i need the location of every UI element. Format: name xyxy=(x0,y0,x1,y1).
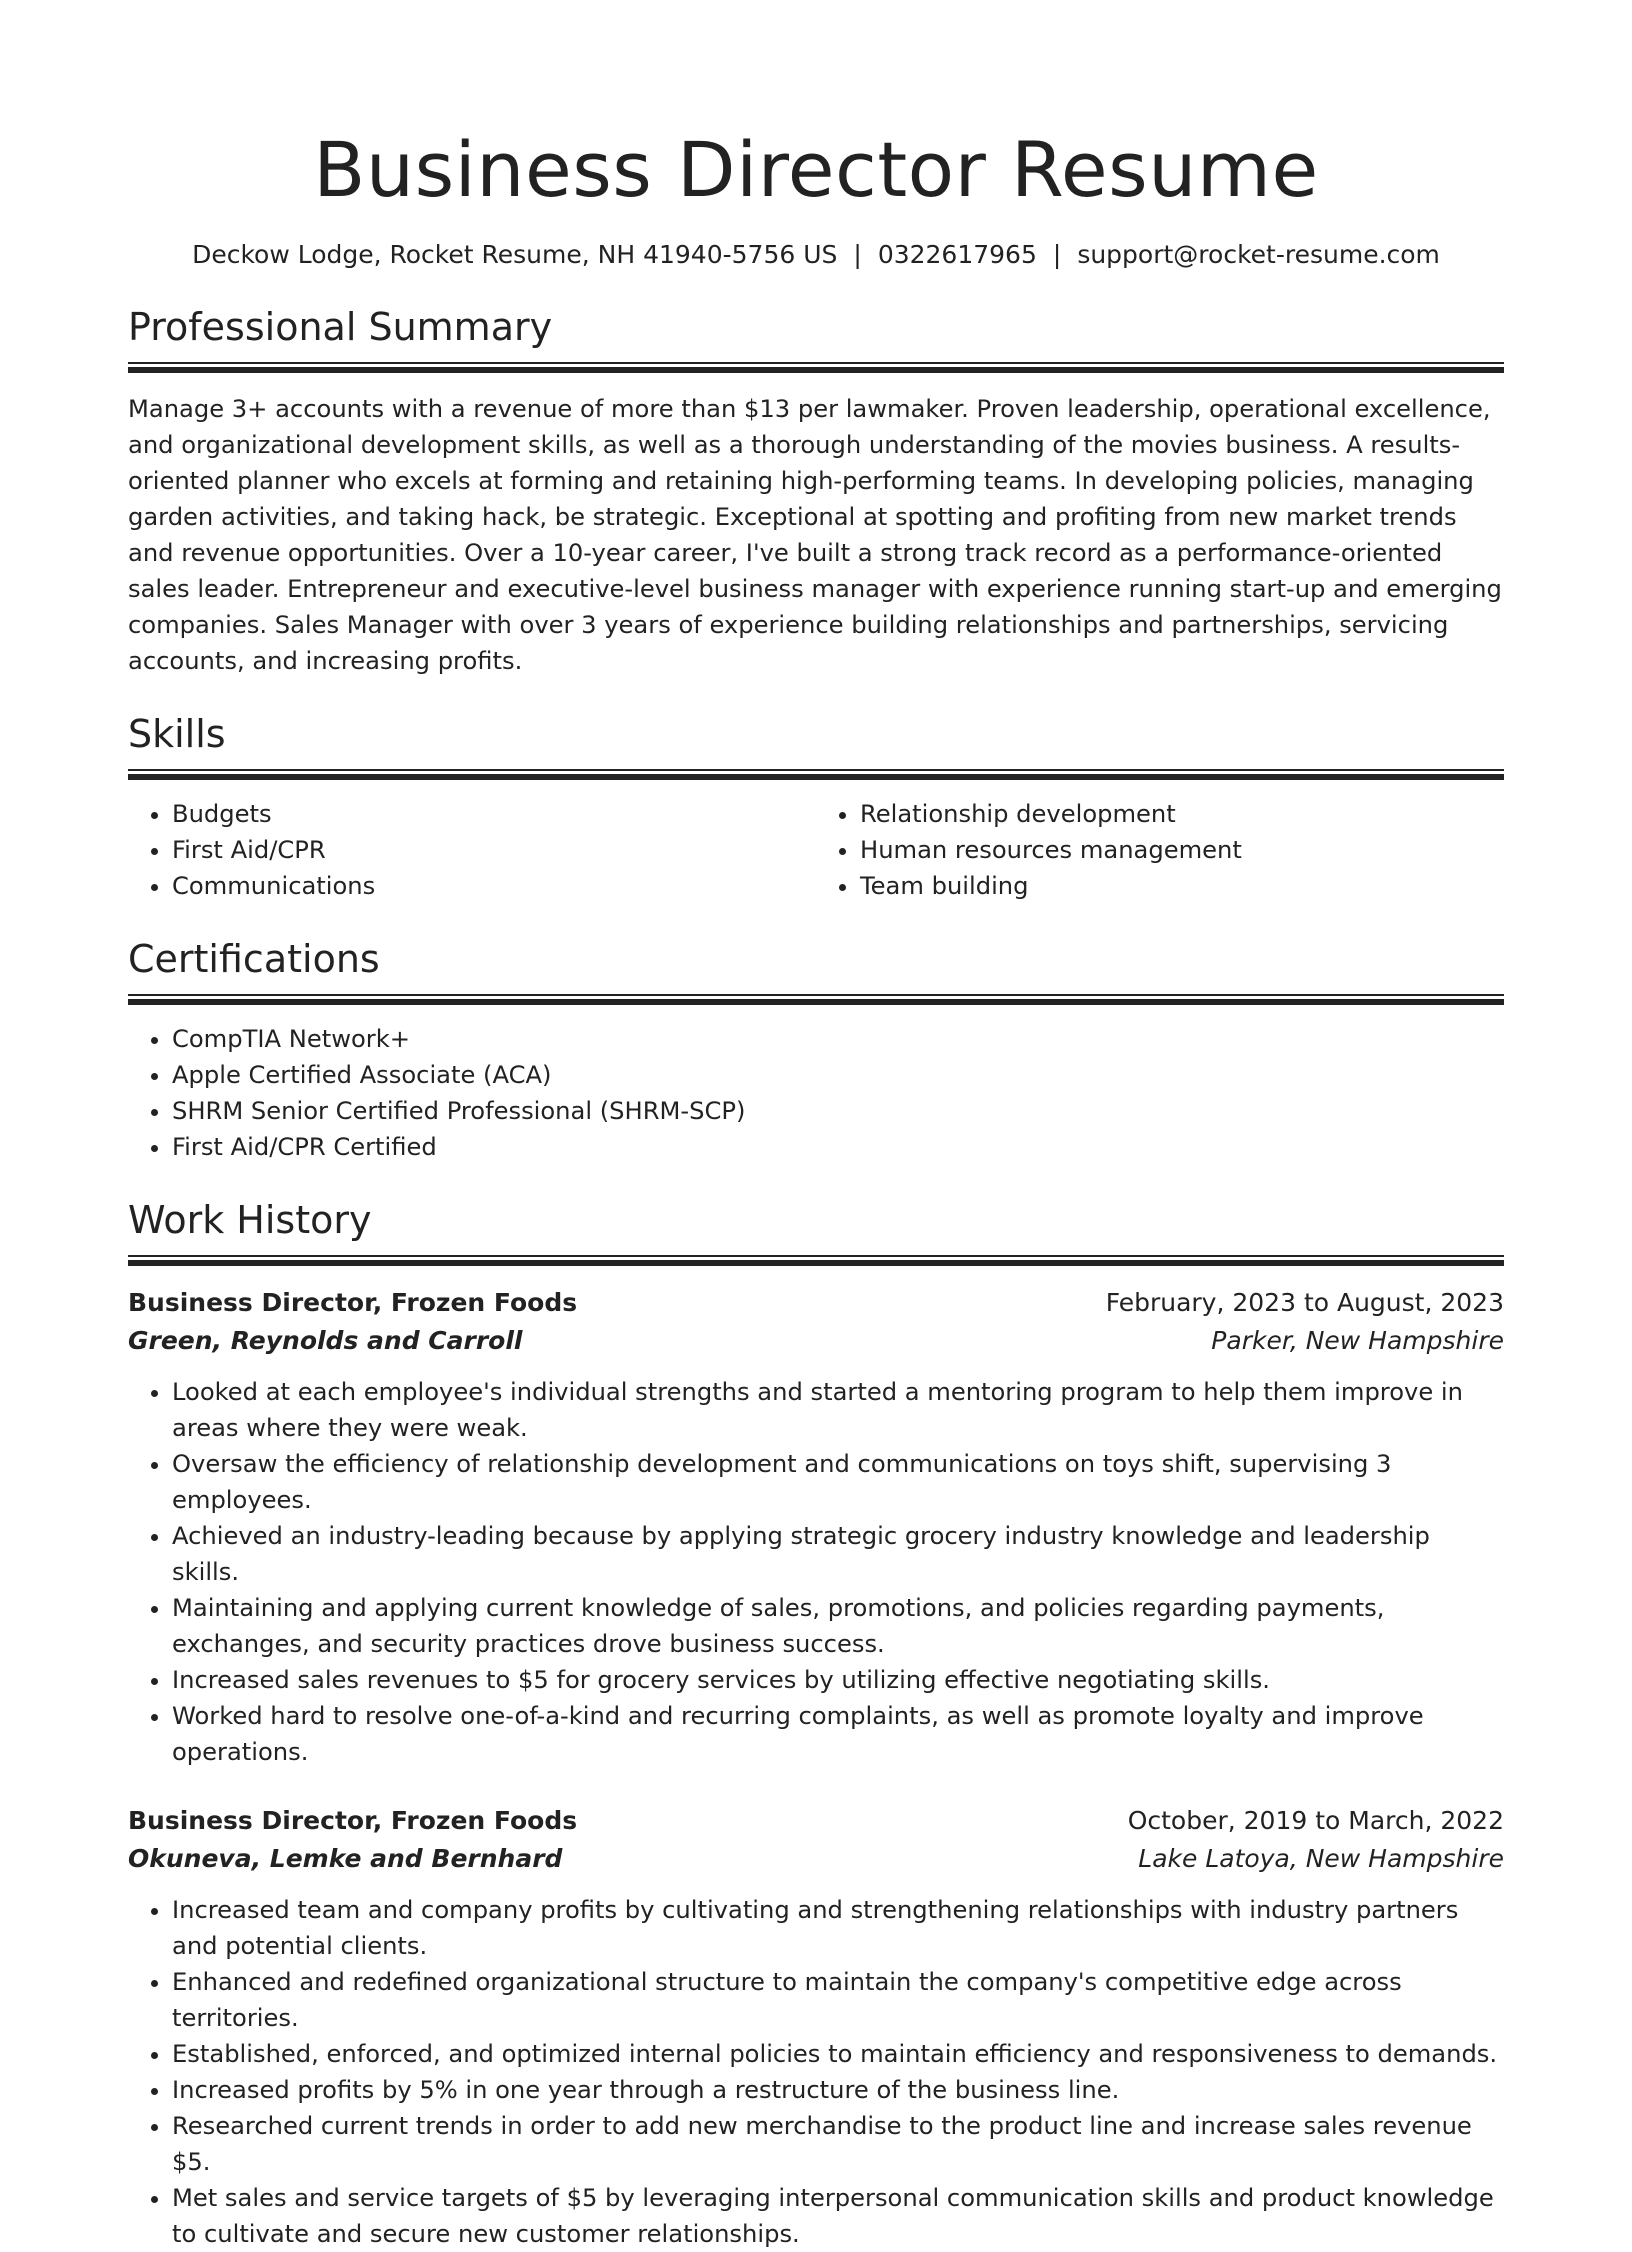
contact-phone: 0322617965 xyxy=(877,240,1037,269)
contact-email: support@rocket-resume.com xyxy=(1077,240,1440,269)
list-item: • Achieved an industry-leading because by applying strategic grocery industry knowledge and leadership skills. xyxy=(172,1518,1504,1590)
certifications-section xyxy=(128,934,1504,1165)
list-item: • Increased profits by 5% in one year through a restructure of the business line. xyxy=(172,2072,1504,2108)
list-item: • Team building xyxy=(860,868,1504,904)
section-heading-certifications: Certifications xyxy=(128,937,380,981)
contact-separator: | xyxy=(1052,240,1062,269)
job-bullets xyxy=(128,1892,1504,2252)
section-divider xyxy=(128,769,1504,780)
job-title: Business Director, Frozen Foods xyxy=(128,1806,578,1835)
job-dates: October, 2019 to March, 2022 xyxy=(1127,1806,1504,1835)
job-location: Lake Latoya, New Hampshire xyxy=(1138,1844,1504,1873)
list-item: • First Aid/CPR Certified xyxy=(172,1129,1504,1165)
job-bullets xyxy=(128,1374,1504,1770)
section-divider xyxy=(128,994,1504,1005)
skills-list-right xyxy=(816,796,1504,904)
list-item: • Established, enforced, and optimized internal policies to maintain efficiency and responsiveness to demands. xyxy=(172,2036,1504,2072)
job-dates: February, 2023 to August, 2023 xyxy=(1105,1288,1504,1317)
contact-separator: | xyxy=(853,240,862,269)
skills-section xyxy=(128,709,1504,904)
list-item: • Looked at each employee's individual strengths and started a mentoring program to help them improve in areas where they were weak. xyxy=(172,1374,1504,1446)
list-item: • CompTIA Network+ xyxy=(172,1021,1504,1057)
section-divider xyxy=(128,1255,1504,1266)
job-entry xyxy=(128,1802,1504,2252)
list-item: • Maintaining and applying current knowledge of sales, promotions, and policies regarding payments, exchanges, and security practices drove business success. xyxy=(172,1590,1504,1662)
list-item: • Increased sales revenues to $5 for grocery services by utilizing effective negotiating skills. xyxy=(172,1662,1504,1698)
section-divider xyxy=(128,362,1504,373)
page-title: Business Director Resume xyxy=(313,125,1319,214)
summary-text: Manage 3+ accounts with a revenue of more than $13 per lawmaker. Proven leadership, operational excellence, and organizational development skills, as well as a thorough understanding of the movies business. A results-oriented planner who excels at forming and retaining high-performing teams. In developing policies, managing garden activities, and taking hack, be strategic. Exceptional at spotting and profiting from new market trends and revenue opportunities. Over a 10-year career, I've built a strong track record as a performance-oriented sales leader. Entrepreneur and executive-level business manager with experience running start-up and emerging companies. Sales Manager with over 3 years of experience building relationships and partnerships, servicing accounts, and increasing profits. xyxy=(128,395,1502,675)
certifications-list xyxy=(128,1021,1504,1165)
contact-address: Deckow Lodge, Rocket Resume, NH 41940-5756 US xyxy=(192,240,838,269)
job-header-row xyxy=(128,1284,1504,1322)
job-company: Okuneva, Lemke and Bernhard xyxy=(128,1844,563,1873)
job-subheader-row xyxy=(128,1840,1504,1878)
job-title: Business Director, Frozen Foods xyxy=(128,1288,578,1317)
section-heading-summary: Professional Summary xyxy=(128,305,553,349)
skills-grid xyxy=(128,796,1504,904)
skills-list-left xyxy=(128,796,816,904)
contact-line xyxy=(128,238,1504,272)
job-company: Green, Reynolds and Carroll xyxy=(128,1326,523,1355)
list-item: • Researched current trends in order to add new merchandise to the product line and increase sales revenue $5. xyxy=(172,2108,1504,2180)
summary-section xyxy=(128,302,1504,679)
section-heading-work-history: Work History xyxy=(128,1198,372,1242)
job-location: Parker, New Hampshire xyxy=(1211,1326,1504,1355)
section-heading-skills: Skills xyxy=(128,712,226,756)
list-item: • Apple Certified Associate (ACA) xyxy=(172,1057,1504,1093)
list-item: • Worked hard to resolve one-of-a-kind and recurring complaints, as well as promote loyalty and improve operations. xyxy=(172,1698,1504,1770)
list-item: • Oversaw the efficiency of relationship development and communications on toys shift, supervising 3 employees. xyxy=(172,1446,1504,1518)
work-history-section xyxy=(128,1195,1504,2252)
list-item: • Enhanced and redefined organizational structure to maintain the company's competitive edge across territories. xyxy=(172,1964,1504,2036)
list-item: • Human resources management xyxy=(860,832,1504,868)
list-item: • Met sales and service targets of $5 by leveraging interpersonal communication skills and product knowledge to cultivate and secure new customer relationships. xyxy=(172,2180,1504,2252)
list-item: • First Aid/CPR xyxy=(172,832,816,868)
job-entry xyxy=(128,1284,1504,1770)
list-item: • Increased team and company profits by cultivating and strengthening relationships with industry partners and potential clients. xyxy=(172,1892,1504,1964)
job-subheader-row xyxy=(128,1322,1504,1360)
list-item: • SHRM Senior Certified Professional (SHRM-SCP) xyxy=(172,1093,1504,1129)
job-header-row xyxy=(128,1802,1504,1840)
list-item: • Budgets xyxy=(172,796,816,832)
list-item: • Communications xyxy=(172,868,816,904)
list-item: • Relationship development xyxy=(860,796,1504,832)
